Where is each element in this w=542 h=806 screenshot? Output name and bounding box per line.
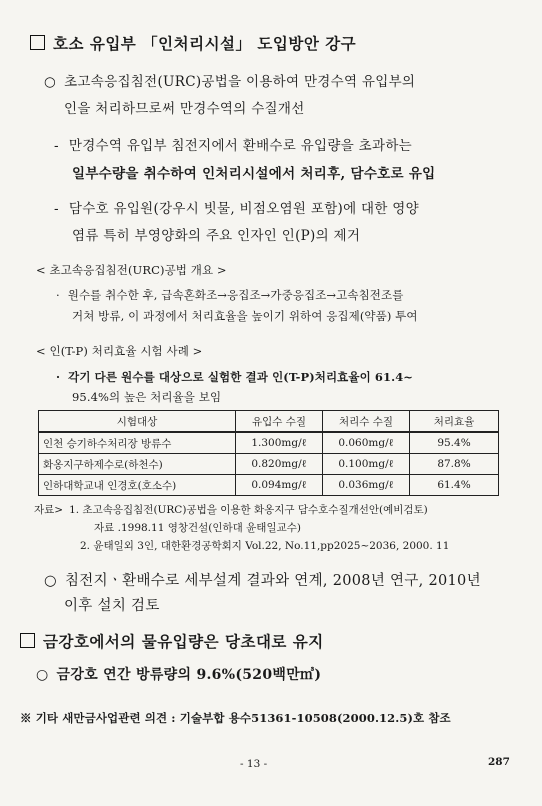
test-results-table: [38, 410, 499, 496]
section2-item: ○ 금강호 연간 방류량의 9.6%(520백만㎥): [36, 667, 322, 683]
subheading-test: < 인(T-P) 처리효율 시험 사례 >: [36, 344, 203, 358]
paragraph-1: ○ 초고속응집침전(URC)공법을 이용하여 만경수역 유입부의: [44, 74, 416, 90]
checkbox-square-icon: [30, 35, 45, 50]
subheading-urc: < 초고속응집침전(URC)공법 개요 >: [36, 263, 227, 277]
dash-item-2-line2: 염류 특히 부영양화의 주요 인자인 인(P)의 제거: [72, 228, 361, 244]
urc-description: · 원수를 취수한 후, 급속혼화조→응집조→가중응집조→고속침전조를: [56, 288, 404, 302]
test-description: · 각기 다른 원수를 대상으로 실험한 결과 인(T-P)처리효율이 61.4~: [56, 370, 414, 384]
circle-bullet-icon: ○: [36, 667, 49, 683]
source-note: 자료> 1. 초고속응집침전(URC)공법을 이용한 화옹지구 담수호수질개선안(예비검토): [34, 504, 428, 516]
dash-item-1-line2: 일부수량을 취수하여 인처리시설에서 처리후, 담수호로 유입: [72, 166, 436, 182]
page-number-center: - 13 -: [240, 758, 268, 770]
circle-bullet-icon: ○: [44, 573, 57, 589]
section-heading-1: 호소 유입부 「인처리시설」 도입방안 강구: [30, 32, 356, 54]
table-row: 화옹지구하제수로(하천수) 0.820mg/ℓ 0.100mg/ℓ 87.8%: [39, 454, 499, 475]
table-row: 인천 승기하수처리장 방류수 1.300mg/ℓ 0.060mg/ℓ 95.4%: [39, 432, 499, 454]
table-row: 인하대학교내 인경호(호소수) 0.094mg/ℓ 0.036mg/ℓ 61.4%: [39, 475, 499, 496]
section-heading-2: 금강호에서의 물유입량은 당초대로 유지: [20, 630, 324, 652]
circle-bullet-icon: ○: [44, 74, 57, 90]
urc-description-line2: 거쳐 방류, 이 과정에서 처리효율을 높이기 위하여 응집제(약품) 투여: [72, 309, 418, 323]
source-note-line2: 2. 윤태일외 3인, 대한환경공학회지 Vol.22, No.11,pp2025~2036, 2000. 11: [80, 540, 450, 552]
checkbox-square-icon: [20, 633, 35, 648]
reference-note: ※ 기타 새만금사업관련 의견 : 기술부합 용수51361-10508(2000.12.5)호 참조: [20, 711, 451, 725]
table-header-row: 시험대상 유입수 수질 처리수 수질 처리효율: [39, 411, 499, 433]
paragraph-1-line2: 인을 처리하므로써 만경수역의 수질개선: [64, 101, 305, 117]
paragraph-2: ○ 침전지ㆍ환배수로 세부설계 결과와 연계, 2008년 연구, 2010년: [44, 573, 481, 589]
dash-item-2: - 담수호 유입원(강우시 빗물, 비점오염원 포함)에 대한 영양: [54, 201, 419, 217]
dash-item-1: - 만경수역 유입부 침전지에서 환배수로 유입량을 초과하는: [54, 138, 413, 154]
paragraph-2-line2: 이후 설치 검토: [64, 598, 160, 614]
source-note-line1b: 자료 .1998.11 영창건설(인하대 윤태일교수): [94, 522, 301, 534]
test-description-line2: 95.4%의 높은 처리율을 보임: [72, 390, 222, 404]
page-number-right: 287: [488, 756, 510, 768]
